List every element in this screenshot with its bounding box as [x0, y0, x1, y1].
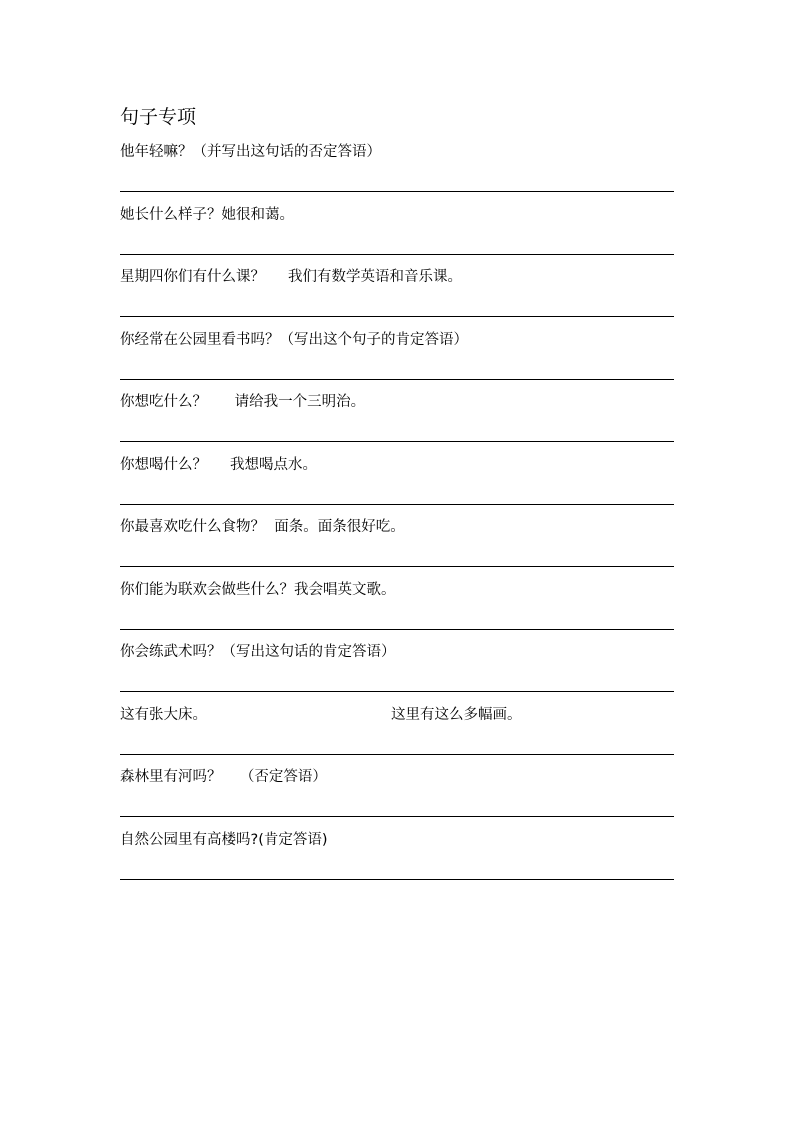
question-text: 森林里有河吗？ （否定答语） — [120, 769, 327, 785]
question-text-second: 这里有这么多幅画。 — [391, 706, 522, 723]
question-text: 他年轻嘛？（并写出这句话的否定答语） — [120, 144, 381, 160]
question-text: 你最喜欢吃什么食物？ 面条。面条很好吃。 — [120, 519, 405, 535]
answer-line[interactable] — [120, 879, 674, 880]
answer-line[interactable] — [120, 629, 674, 630]
question-text: 你们能为联欢会做些什么？我会唱英文歌。 — [120, 581, 396, 598]
answer-line[interactable] — [120, 379, 674, 380]
question-item — [120, 453, 674, 516]
question-item — [120, 203, 674, 266]
question-item — [120, 703, 674, 766]
question-text: 她长什么样子？她很和蔼。 — [120, 206, 294, 223]
answer-line[interactable] — [120, 566, 674, 567]
question-item — [120, 390, 674, 453]
question-item — [120, 140, 674, 203]
question-text: 自然公园里有高楼吗?(肯定答语) — [120, 831, 328, 848]
answer-line[interactable] — [120, 816, 674, 817]
question-item — [120, 578, 674, 641]
answer-line[interactable] — [120, 691, 674, 692]
answer-line[interactable] — [120, 316, 674, 317]
answer-line[interactable] — [120, 441, 674, 442]
question-text: 你经常在公园里看书吗？（写出这个句子的肯定答语） — [120, 331, 468, 348]
answer-line[interactable] — [120, 754, 674, 755]
question-item — [120, 765, 674, 828]
question-text: 你想喝什么？ 我想喝点水。 — [120, 456, 318, 473]
question-item — [120, 828, 674, 891]
question-item — [120, 265, 674, 328]
question-list — [120, 140, 674, 890]
question-item — [120, 515, 674, 578]
question-text: 这有张大床。 — [120, 706, 207, 723]
answer-line[interactable] — [120, 191, 674, 192]
page-title: 句子专项 — [120, 106, 197, 128]
question-item — [120, 328, 674, 391]
question-text: 星期四你们有什么课？ 我们有数学英语和音乐课。 — [120, 269, 463, 285]
question-text: 你会练武术吗？（写出这句话的肯定答语） — [120, 644, 396, 660]
question-item — [120, 640, 674, 703]
answer-line[interactable] — [120, 254, 674, 255]
question-text: 你想吃什么？ 请给我一个三明治。 — [120, 394, 366, 410]
answer-line[interactable] — [120, 504, 674, 505]
